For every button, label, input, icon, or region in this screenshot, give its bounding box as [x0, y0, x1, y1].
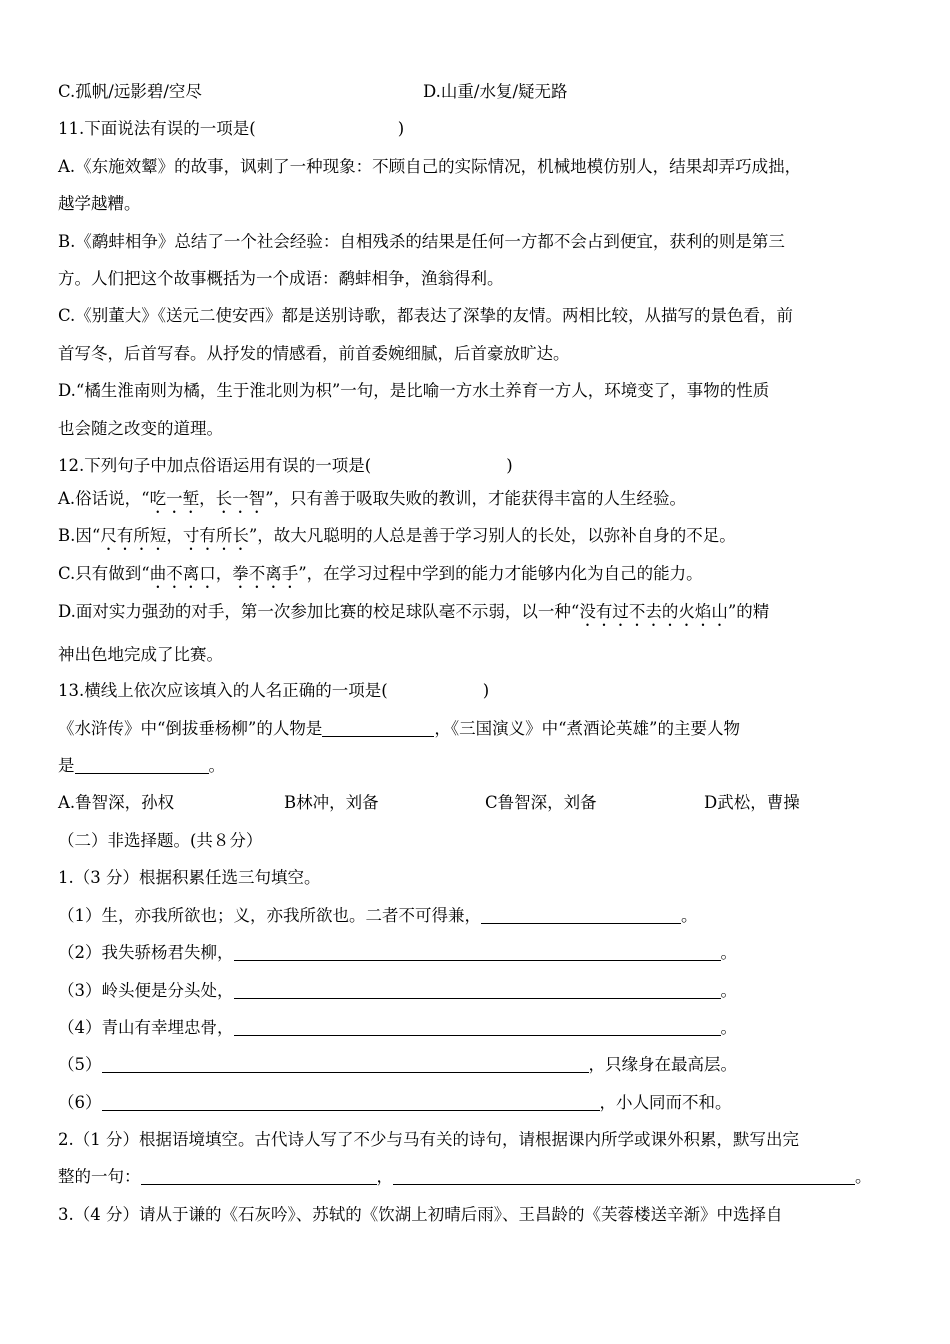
- fill-line-4-text: （4）青山有幸埋忠骨，: [58, 1018, 234, 1037]
- q12-a-dotted-proverb: 吃一堑，长一智: [149, 489, 266, 508]
- part2-q1-stem: 1.（3 分）根据积累任选三句填空。: [58, 868, 321, 887]
- q2-end: 。: [855, 1167, 872, 1186]
- fill-line-2-text: （2）我失骄杨君失柳，: [58, 943, 234, 962]
- q12-stem-text: 12.下列句子中加点俗语运用有误的一项是(: [58, 456, 372, 475]
- q13-stem: [58, 680, 489, 702]
- q11-stem-close: ): [397, 119, 405, 138]
- q12-d-prefix: D.面对实力强劲的对手，第一次参加比赛的校足球队毫不示弱，以一种“: [58, 602, 580, 621]
- q12-d-dotted-proverb: 没有过不去的火焰山: [579, 602, 728, 621]
- q2-blank-2[interactable]: [393, 1168, 855, 1185]
- fill-line-3-end: 。: [720, 981, 737, 1000]
- part2-q3-line1: 3.（4 分）请从于谦的《石灰吟》、苏轼的《饮湖上初晴后雨》、王昌龄的《芙蓉楼送辛渐》中选择自: [58, 1205, 783, 1224]
- q2-line2-prefix: 整的一句：: [58, 1167, 141, 1186]
- fill-line-3: [58, 980, 737, 1002]
- part2-title: （二）非选择题。(共８分）: [58, 831, 263, 850]
- q12-option-a: [58, 488, 686, 517]
- q13-line2-a: 是: [58, 756, 75, 775]
- q13-line1: [58, 718, 740, 740]
- q12-c-dotted-proverb: 曲不离口，拳不离手: [149, 564, 299, 583]
- q11-option-c-line2: 首写冬，后首写春。从抒发的情感看，前首委婉细腻，后首豪放旷达。: [58, 344, 570, 363]
- fill-line-2: [58, 942, 737, 964]
- q13-stem-close: ): [482, 681, 490, 700]
- q11-option-b-line2: 方。人们把这个故事概括为一个成语：鹬蚌相争，渔翁得利。: [58, 269, 504, 288]
- q11-option-d-line2: 也会随之改变的道理。: [58, 419, 223, 438]
- fill-line-5: [58, 1054, 737, 1076]
- q11-option-c-line1: C.《别董大》《送元二使安西》都是送别诗歌，都表达了深挚的友情。两相比较，从描写的景色看，前: [58, 306, 794, 325]
- q12-d-suffix: ”的精: [727, 602, 770, 621]
- fill-blank-2[interactable]: [234, 944, 721, 961]
- q13-line1-b: ，《三国演义》中“煮酒论英雄”的主要人物: [434, 719, 740, 738]
- q12-c-prefix: C.只有做到“: [58, 564, 150, 583]
- fill-line-6: [58, 1092, 732, 1114]
- q13-blank-1[interactable]: [322, 720, 434, 737]
- q13-option-b: B林冲，刘备: [284, 793, 379, 812]
- q12-b-suffix: ”，故大凡聪明的人总是善于学习别人的长处，以弥补自身的不足。: [248, 526, 736, 545]
- q12-option-d-line1: [58, 601, 769, 630]
- q11-option-a-line2: 越学越糟。: [58, 194, 141, 213]
- fill-blank-6[interactable]: [102, 1094, 600, 1111]
- q12-b-dotted-proverb: 尺有所短，寸有所长: [100, 526, 249, 545]
- q2-blank-1[interactable]: [141, 1168, 377, 1185]
- q13-line2-b: 。: [208, 756, 225, 775]
- q12-a-suffix: ”，只有善于吸取失败的教训，才能获得丰富的人生经验。: [265, 489, 687, 508]
- q12-a-prefix: A.俗话说，“: [58, 489, 150, 508]
- q13-line1-a: 《水浒传》中“倒拔垂杨柳”的人物是: [58, 719, 323, 738]
- fill-line-6-text: ，小人同而不和。: [599, 1093, 732, 1112]
- fill-line-4: [58, 1017, 737, 1039]
- q11-stem-text: 11.下面说法有误的一项是(: [58, 119, 256, 138]
- fill-blank-1[interactable]: [481, 907, 681, 924]
- fill-blank-4[interactable]: [234, 1019, 721, 1036]
- q13-option-d: D武松，曹操: [704, 793, 800, 812]
- fill-line-6-prefix: （6）: [58, 1093, 102, 1112]
- q11-option-d-line1: D.“橘生淮南则为橘，生于淮北则为枳”一句，是比喻一方水土养育一方人，环境变了，事物的性质: [58, 381, 770, 400]
- q13-stem-text: 13.横线上依次应该填入的人名正确的一项是(: [58, 681, 388, 700]
- fill-line-5-prefix: （5）: [58, 1055, 102, 1074]
- part2-q2-line1: 2.（1 分）根据语境填空。古代诗人写了不少与马有关的诗句，请根据课内所学或课外积累，默写出完: [58, 1130, 799, 1149]
- q12-stem: [58, 455, 513, 477]
- fill-line-1-text: （1）生，亦我所欲也；义，亦我所欲也。二者不可得兼，: [58, 906, 481, 925]
- fill-line-1-end: 。: [681, 906, 698, 925]
- q11-option-a-line1: A.《东施效颦》的故事，讽刺了一种现象：不顾自己的实际情况，机械地模仿别人，结果却弄巧成拙，: [58, 157, 802, 176]
- q12-c-suffix: ”，在学习过程中学到的能力才能够内化为自己的能力。: [298, 564, 703, 583]
- fill-line-1: [58, 905, 698, 927]
- fill-line-2-end: 。: [720, 943, 737, 962]
- q10-option-c: C.孤帆/远影碧/空尽: [58, 82, 202, 101]
- q13-option-c: C鲁智深，刘备: [485, 793, 597, 812]
- q12-option-d-line2: 神出色地完成了比赛。: [58, 645, 223, 664]
- part2-q2-line2: [58, 1166, 872, 1188]
- q2-comma: ，: [376, 1167, 393, 1186]
- q11-option-b-line1: B.《鹬蚌相争》总结了一个社会经验：自相残杀的结果是任何一方都不会占到便宜，获利的则是第三: [58, 232, 785, 251]
- q13-blank-2[interactable]: [75, 757, 209, 774]
- q13-option-a: A.鲁智深，孙权: [58, 793, 175, 812]
- q13-line2: [58, 755, 225, 777]
- q12-option-c: [58, 563, 703, 592]
- fill-line-4-end: 。: [720, 1018, 737, 1037]
- fill-blank-3[interactable]: [234, 982, 721, 999]
- q12-b-prefix: B.因“: [58, 526, 101, 545]
- q12-stem-close: ): [506, 456, 513, 475]
- q12-option-b: [58, 525, 736, 554]
- q11-stem: [58, 118, 404, 140]
- fill-blank-5[interactable]: [102, 1056, 589, 1073]
- fill-line-5-text: ，只缘身在最高层。: [588, 1055, 737, 1074]
- fill-line-3-text: （3）岭头便是分头处，: [58, 981, 234, 1000]
- q10-option-d: D.山重/水复/疑无路: [423, 82, 568, 101]
